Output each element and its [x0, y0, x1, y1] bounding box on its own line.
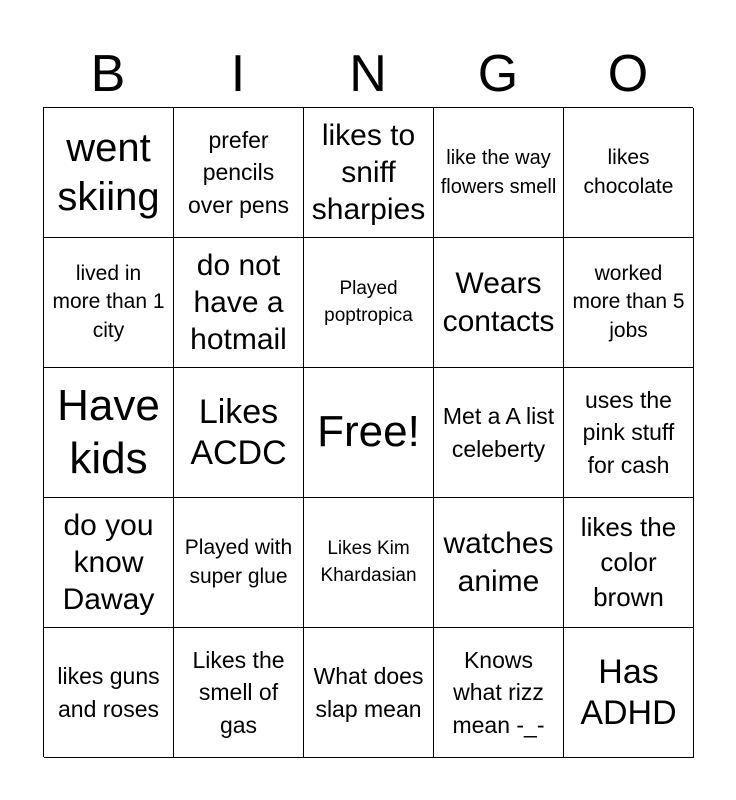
- header-letter-g: G: [477, 45, 519, 103]
- bingo-cell-text: Likes Kim Khardasian: [320, 537, 417, 586]
- bingo-cell[interactable]: [44, 498, 174, 628]
- bingo-cell-text: worked more than 5 jobs: [572, 261, 685, 342]
- bingo-cell[interactable]: [434, 498, 564, 628]
- bingo-header: [43, 40, 693, 108]
- bingo-cell[interactable]: [174, 498, 304, 628]
- bingo-cell[interactable]: [564, 368, 694, 498]
- bingo-cell[interactable]: [174, 108, 304, 238]
- free-space-cell[interactable]: [304, 368, 434, 498]
- bingo-cell-text: Has ADHD: [580, 653, 677, 732]
- bingo-cell[interactable]: [564, 498, 694, 628]
- bingo-cell-text: Likes the smell of gas: [192, 647, 285, 738]
- bingo-cell-text: do you know Daway: [62, 508, 155, 617]
- bingo-card-grid: [43, 107, 693, 757]
- bingo-cell-text: do not have a hotmail: [190, 248, 287, 357]
- bingo-cell[interactable]: [174, 628, 304, 758]
- bingo-cell[interactable]: [44, 628, 174, 758]
- header-letter-n: N: [349, 45, 387, 103]
- free-space-text: Free!: [317, 407, 420, 457]
- bingo-cell[interactable]: [44, 238, 174, 368]
- bingo-cell[interactable]: [564, 628, 694, 758]
- bingo-cell[interactable]: [44, 368, 174, 498]
- bingo-cell-text: What does slap mean: [313, 663, 424, 722]
- header-letter-b: B: [90, 45, 126, 103]
- header-letter-i: I: [230, 45, 246, 103]
- bingo-cell-text: Knows what rizz mean -_-: [452, 647, 545, 738]
- bingo-cell-text: prefer pencils over pens: [187, 127, 289, 218]
- bingo-cell[interactable]: [564, 108, 694, 238]
- bingo-cell[interactable]: [434, 108, 564, 238]
- bingo-cell-text: lived in more than 1 city: [52, 261, 165, 342]
- bingo-cell[interactable]: [304, 238, 434, 368]
- bingo-cell[interactable]: [434, 628, 564, 758]
- bingo-cell[interactable]: [434, 368, 564, 498]
- bingo-cell[interactable]: [174, 368, 304, 498]
- bingo-cell[interactable]: [564, 238, 694, 368]
- bingo-cell[interactable]: [434, 238, 564, 368]
- bingo-cell[interactable]: [304, 108, 434, 238]
- bingo-cell-text: likes chocolate: [583, 146, 674, 198]
- bingo-cell-text: likes to sniff sharpies: [311, 118, 426, 227]
- bingo-cell-text: uses the pink stuff for cash: [582, 387, 675, 478]
- header-letter-o: O: [607, 45, 649, 103]
- bingo-cell-text: Wears contacts: [442, 267, 555, 338]
- bingo-cell-text: went skiing: [57, 125, 160, 219]
- bingo-cell-text: Have kids: [57, 380, 160, 483]
- bingo-cell[interactable]: [304, 628, 434, 758]
- bingo-cell-text: Likes ACDC: [190, 393, 287, 472]
- bingo-cell[interactable]: [44, 108, 174, 238]
- bingo-cell-text: watches anime: [443, 527, 554, 598]
- bingo-cell-text: Played with super glue: [184, 536, 293, 588]
- bingo-cell-text: Met a A list celeberty: [442, 403, 555, 462]
- bingo-cell-text: likes the color brown: [580, 512, 677, 612]
- bingo-cell[interactable]: [174, 238, 304, 368]
- bingo-cell-text: likes guns and roses: [57, 663, 160, 722]
- bingo-cell[interactable]: [304, 498, 434, 628]
- bingo-cell-text: Played poptropica: [324, 277, 413, 326]
- bingo-cell-text: like the way flowers smell: [440, 147, 557, 198]
